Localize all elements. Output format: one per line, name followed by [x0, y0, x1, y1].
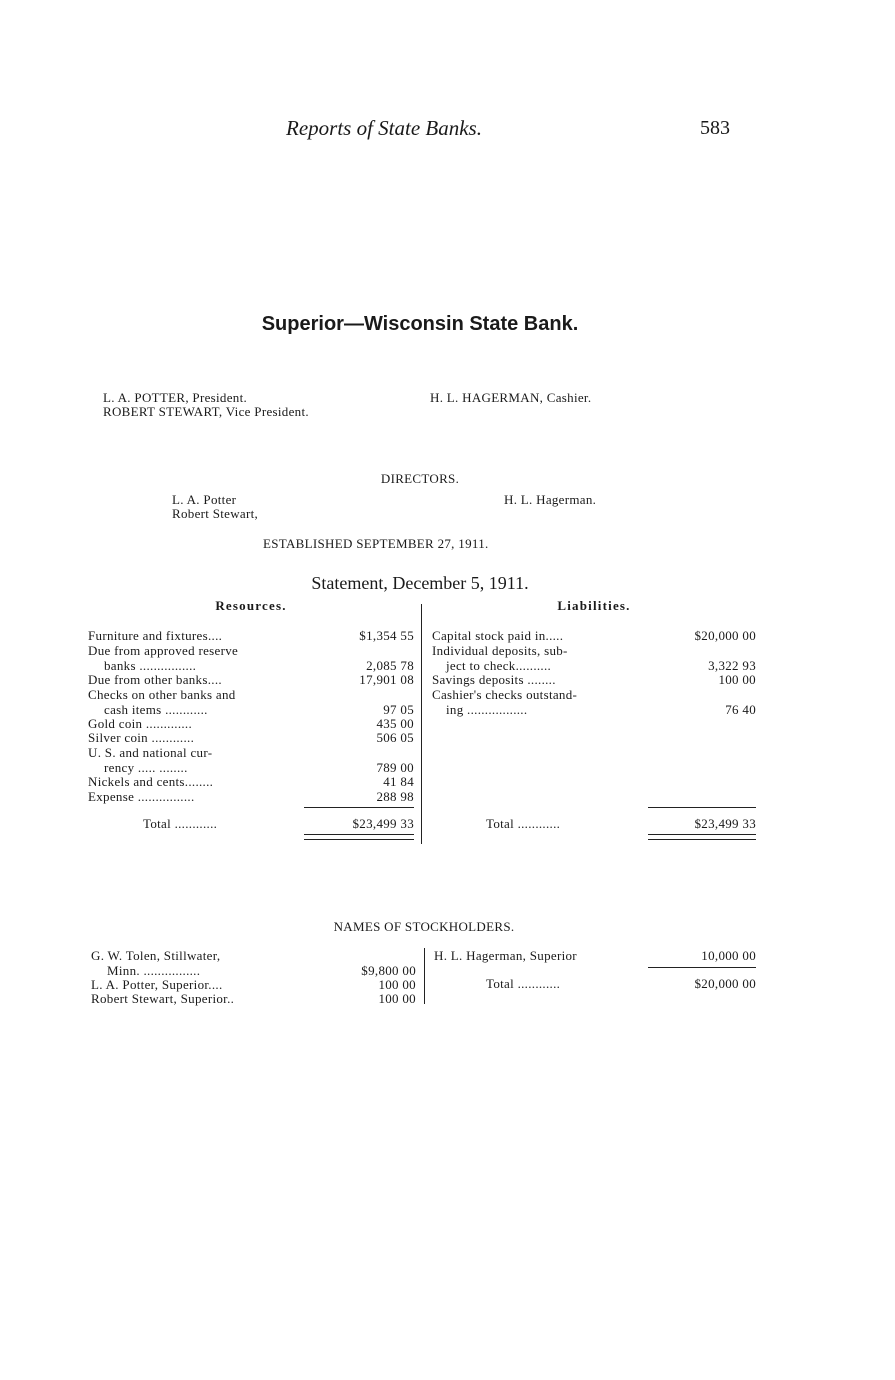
column-divider	[424, 948, 425, 1004]
resource-label: U. S. and national cur-	[88, 745, 213, 760]
resource-amount: 506 05	[376, 730, 414, 745]
stockholder-amount: 100 00	[378, 991, 416, 1006]
column-divider	[421, 604, 422, 844]
resource-amount: 17,901 08	[359, 672, 414, 687]
director-name: L. A. Potter	[172, 492, 237, 507]
officer-cashier: H. L. HAGERMAN, Cashier.	[430, 390, 592, 405]
resource-label: rency ..... ........	[104, 760, 188, 775]
liability-label: Capital stock paid in.....	[432, 628, 564, 643]
resource-label: Due from other banks....	[88, 672, 222, 687]
stockholders-total: $20,000 00	[694, 976, 756, 991]
bank-title: Superior—Wisconsin State Bank.	[261, 313, 579, 335]
resource-amount: 789 00	[376, 760, 414, 775]
resource-amount: 41 84	[383, 774, 414, 789]
liability-label: Individual deposits, sub-	[432, 643, 568, 658]
total-rule	[648, 967, 756, 968]
resource-amount: 288 98	[376, 789, 414, 804]
liability-label: ject to check..........	[446, 658, 552, 673]
directors-heading: DIRECTORS.	[380, 471, 460, 486]
resource-label: Gold coin .............	[88, 716, 193, 731]
total-rule	[304, 807, 414, 808]
liability-label: Cashier's checks outstand-	[432, 687, 578, 702]
liability-amount: 76 40	[725, 702, 756, 717]
liability-amount: 3,322 93	[708, 658, 756, 673]
total-rule	[648, 807, 756, 808]
resource-label: Furniture and fixtures....	[88, 628, 223, 643]
stockholder-label: L. A. Potter, Superior....	[91, 977, 223, 992]
running-title: Reports of State Banks.	[286, 116, 482, 140]
stockholder-label: G. W. Tolen, Stillwater,	[91, 948, 221, 963]
resource-label: banks ................	[104, 658, 197, 673]
resources-heading: Resources.	[215, 598, 287, 613]
resource-label: Nickels and cents........	[88, 774, 214, 789]
stockholder-amount: 100 00	[378, 977, 416, 992]
resource-label: cash items ............	[104, 702, 208, 717]
liability-amount: $20,000 00	[694, 628, 756, 643]
resource-label: Due from approved reserve	[88, 643, 239, 658]
liability-amount: 100 00	[718, 672, 756, 687]
liabilities-total: $23,499 33	[694, 816, 756, 831]
liabilities-total-label: Total ............	[486, 816, 561, 831]
liabilities-heading: Liabilities.	[557, 598, 631, 613]
officer-president: L. A. POTTER, President.	[103, 390, 248, 405]
page-number: 583	[700, 117, 730, 139]
director-name: Robert Stewart,	[172, 506, 259, 521]
stockholders-total-label: Total ............	[486, 976, 561, 991]
stockholder-label: Robert Stewart, Superior..	[91, 991, 235, 1006]
resource-amount: 2,085 78	[366, 658, 414, 673]
officer-vice-president: ROBERT STEWART, Vice President.	[103, 404, 309, 419]
resource-amount: 97 05	[383, 702, 414, 717]
resource-label: Checks on other banks and	[88, 687, 236, 702]
double-rule	[304, 834, 414, 840]
liability-label: ing .................	[446, 702, 528, 717]
stockholder-amount: $9,800 00	[361, 963, 416, 978]
statement-title: Statement, December 5, 1911.	[311, 573, 529, 593]
director-name: H. L. Hagerman.	[504, 492, 597, 507]
stockholder-label: Minn. ................	[107, 963, 201, 978]
resource-label: Silver coin ............	[88, 730, 195, 745]
stockholder-amount: 10,000 00	[701, 948, 756, 963]
resource-amount: $1,354 55	[359, 628, 414, 643]
double-rule	[648, 834, 756, 840]
resource-amount: 435 00	[376, 716, 414, 731]
stockholders-heading: NAMES OF STOCKHOLDERS.	[333, 919, 515, 934]
stockholder-label: H. L. Hagerman, Superior	[434, 948, 577, 963]
resources-total-label: Total ............	[143, 816, 218, 831]
established-line: ESTABLISHED SEPTEMBER 27, 1911.	[263, 536, 489, 551]
resources-total: $23,499 33	[352, 816, 414, 831]
resource-label: Expense ................	[88, 789, 195, 804]
liability-label: Savings deposits ........	[432, 672, 556, 687]
